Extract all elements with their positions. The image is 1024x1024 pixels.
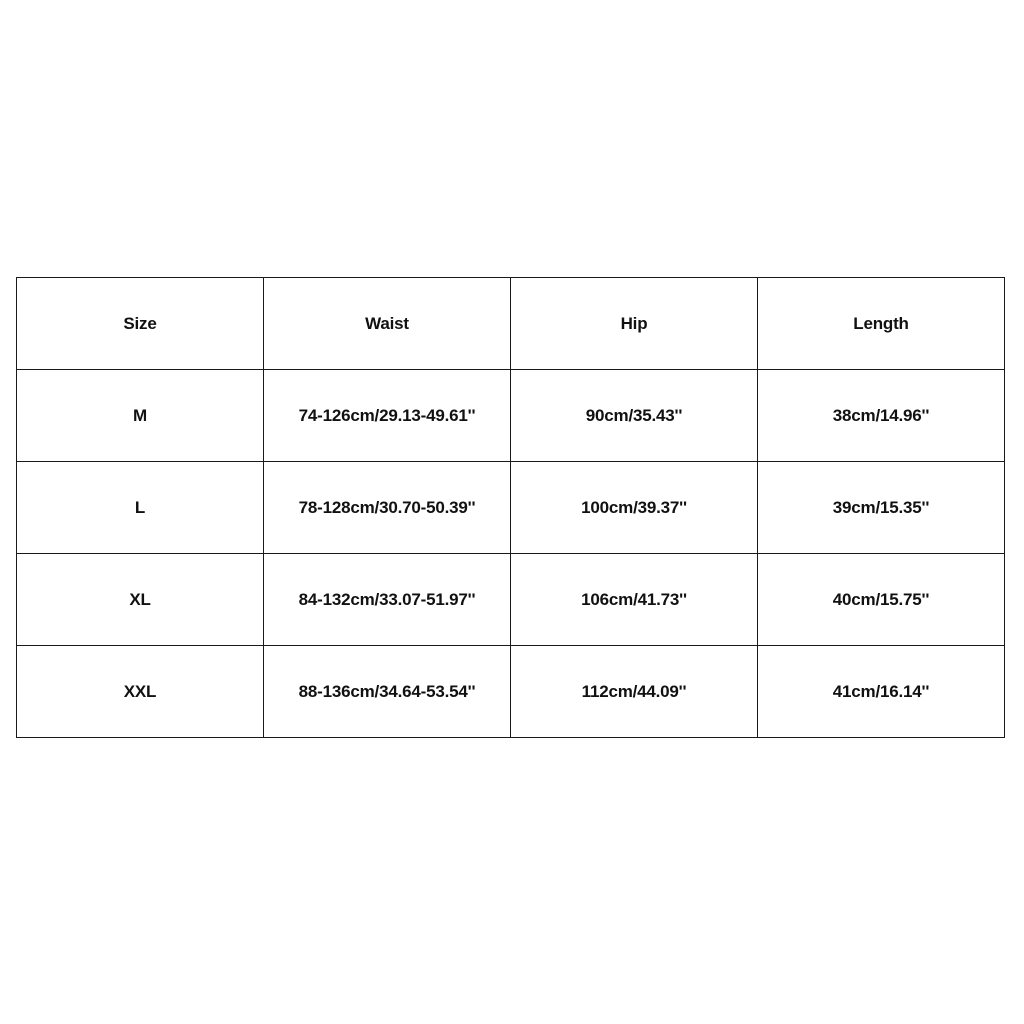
table-row (17, 462, 1005, 554)
length-cell: 40cm/15.75'' (758, 554, 1005, 646)
size-cell: L (17, 462, 264, 554)
hip-cell: 100cm/39.37'' (511, 462, 758, 554)
header-waist: Waist (264, 278, 511, 370)
hip-cell: 106cm/41.73'' (511, 554, 758, 646)
waist-cell: 88-136cm/34.64-53.54'' (264, 646, 511, 738)
header-size: Size (17, 278, 264, 370)
length-cell: 39cm/15.35'' (758, 462, 1005, 554)
size-cell: M (17, 370, 264, 462)
table-row (17, 646, 1005, 738)
table-row (17, 370, 1005, 462)
size-chart-table (16, 277, 1005, 738)
table-header-row (17, 278, 1005, 370)
waist-cell: 78-128cm/30.70-50.39'' (264, 462, 511, 554)
size-cell: XXL (17, 646, 264, 738)
header-hip: Hip (511, 278, 758, 370)
waist-cell: 74-126cm/29.13-49.61'' (264, 370, 511, 462)
length-cell: 41cm/16.14'' (758, 646, 1005, 738)
hip-cell: 112cm/44.09'' (511, 646, 758, 738)
table-row (17, 554, 1005, 646)
hip-cell: 90cm/35.43'' (511, 370, 758, 462)
length-cell: 38cm/14.96'' (758, 370, 1005, 462)
waist-cell: 84-132cm/33.07-51.97'' (264, 554, 511, 646)
size-cell: XL (17, 554, 264, 646)
header-length: Length (758, 278, 1005, 370)
